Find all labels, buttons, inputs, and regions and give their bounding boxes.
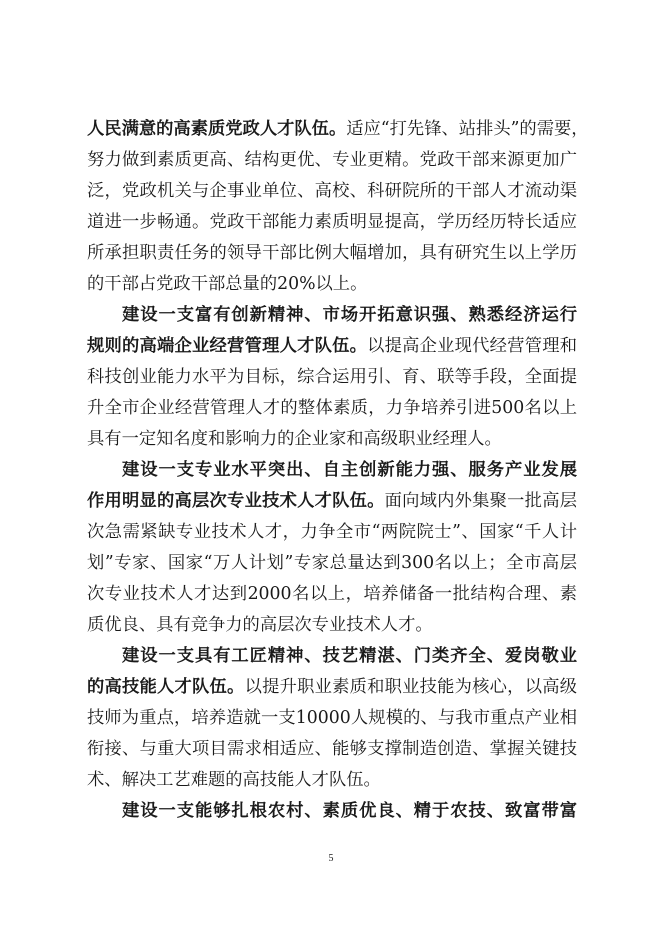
text-line (87, 703, 577, 734)
text-line (87, 486, 577, 517)
text-line (87, 362, 577, 393)
paragraph (87, 300, 577, 455)
paragraph (87, 455, 577, 641)
paragraph (87, 796, 577, 827)
body-text: 次专业技术人才达到2000名以上，培养储备一批结构合理、素 (87, 584, 577, 604)
document-body (87, 114, 589, 827)
text-line (87, 672, 577, 703)
body-text: 所承担职责任务的领导干部比例大幅增加，具有研究生以上学历 (87, 243, 577, 263)
body-text: 衔接、与重大项目需求相适应、能够支撑制造创造、掌握关键技 (87, 739, 577, 759)
text-line (87, 765, 577, 796)
body-text: 次急需紧缺专业技术人才，力争全市“两院院士”、国家“千人计 (87, 522, 577, 542)
body-text: 升全市企业经营管理人才的整体素质，力争培养引进500名以上 (87, 398, 577, 418)
body-text: 技师为重点，培养造就一支10000人规模的、与我市重点产业相 (87, 708, 577, 728)
body-text: 努力做到素质更高、结构更优、专业更精。党政干部来源更加广 (87, 150, 577, 170)
text-line (87, 796, 577, 827)
text-line (87, 145, 577, 176)
text-line (87, 424, 577, 455)
bold-heading-text: 人民满意的高素质党政人才队伍。 (87, 119, 347, 139)
text-line (87, 269, 577, 300)
body-text: 以提升职业素质和职业技能为核心，以高级 (244, 677, 577, 697)
text-line (87, 176, 577, 207)
bold-heading-text: 规则的高端企业经营管理人才队伍。 (87, 336, 368, 356)
bold-heading-text: 作用明显的高层次专业技术人才队伍。 (87, 491, 385, 511)
body-text: 科技创业能力水平为目标，综合运用引、育、联等手段，全面提 (87, 367, 577, 387)
body-text: 以提高企业现代经营管理和 (367, 336, 577, 356)
text-line (87, 641, 577, 672)
body-text: 划”专家、国家“万人计划”专家总量达到300名以上；全市高层 (87, 553, 577, 573)
bold-heading-text: 建设一支具有工匠精神、技艺精湛、门类齐全、爱岗敬业 (122, 646, 577, 666)
text-line (87, 238, 577, 269)
text-line (87, 579, 577, 610)
text-line (87, 393, 577, 424)
text-line (87, 114, 589, 145)
bold-heading-text: 的高技能人才队伍。 (87, 677, 245, 697)
text-line (87, 517, 577, 548)
body-text: 道进一步畅通。党政干部能力素质明显提高，学历经历特长适应 (87, 212, 577, 232)
text-line (87, 734, 577, 765)
body-text: 具有一定知名度和影响力的企业家和高级职业经理人。 (87, 429, 502, 449)
bold-heading-text: 建设一支专业水平突出、自主创新能力强、服务产业发展 (122, 460, 577, 480)
text-line (87, 300, 577, 331)
body-text: 泛，党政机关与企事业单位、高校、科研院所的干部人才流动渠 (87, 181, 577, 201)
paragraph (87, 641, 577, 796)
text-line (87, 331, 577, 362)
page-number: 5 (328, 853, 334, 864)
text-line (87, 548, 577, 579)
body-text: 术、解决工艺难题的高技能人才队伍。 (87, 770, 381, 790)
body-text: 面向域内外集聚一批高层 (384, 491, 577, 511)
bold-heading-text: 建设一支富有创新精神、市场开拓意识强、熟悉经济运行 (122, 305, 577, 325)
text-line (87, 455, 577, 486)
body-text: 质优良、具有竞争力的高层次专业技术人才。 (87, 615, 433, 635)
bold-heading-text: 建设一支能够扎根农村、素质优良、精于农技、致富带富 (122, 801, 577, 821)
body-text: 适应“打先锋、站排头”的需要， (346, 119, 589, 139)
paragraph (87, 114, 589, 300)
text-line (87, 207, 577, 238)
body-text: 的干部占党政干部总量的20%以上。 (87, 274, 368, 294)
text-line (87, 610, 577, 641)
